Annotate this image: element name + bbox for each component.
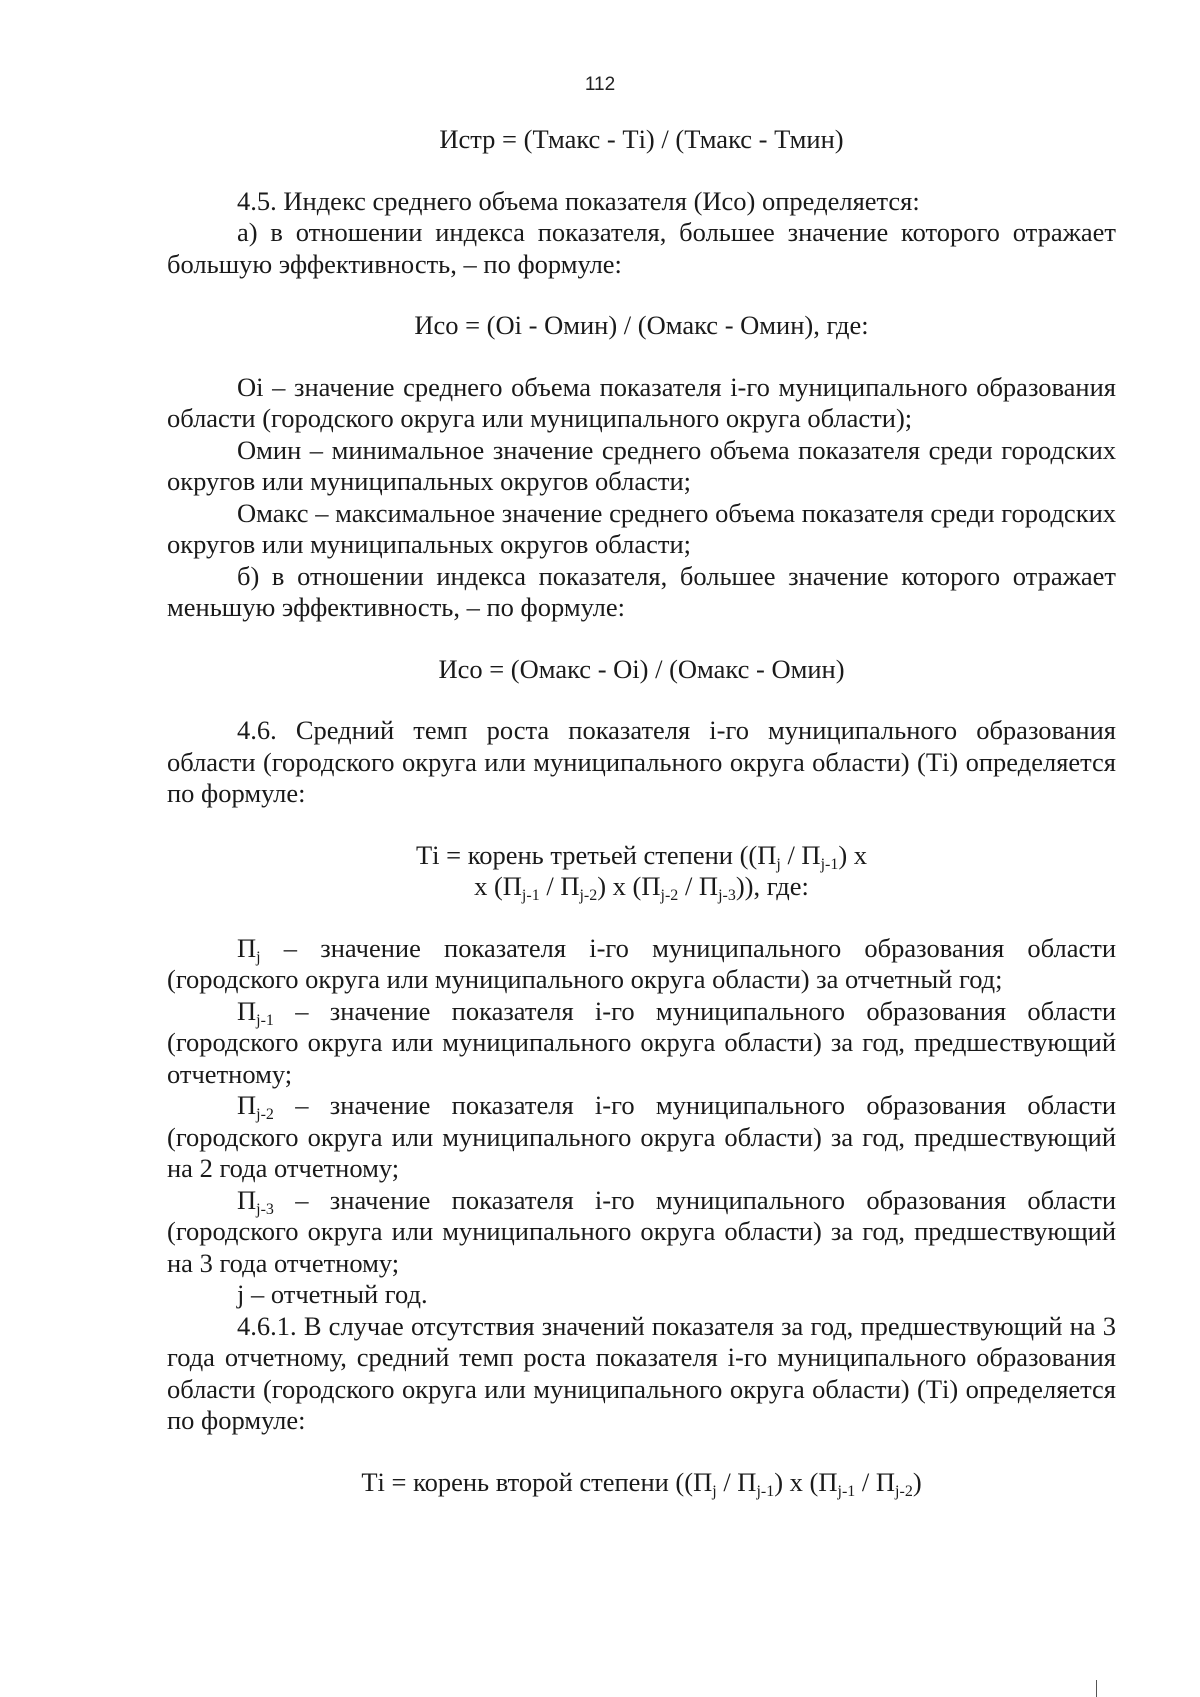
subscript-index: j-1 [756, 1482, 775, 1500]
subscript-index: j-3 [718, 887, 736, 904]
formula-line: Истр = (Тмакс - Тi) / (Тмакс - Тмин) [439, 124, 844, 154]
block-spacer [167, 685, 1116, 715]
subscript-index: j-1 [837, 1482, 856, 1500]
subscript-index: j-1 [820, 855, 839, 873]
text-run: ) x (П [774, 1466, 838, 1497]
paragraph: 4.6. Средний темп роста показателя i-го муниципального образования области (городского округа или муниципального округа области) (Тi) определяется по формуле: [167, 715, 1116, 808]
paragraph [167, 933, 1116, 996]
text-run: ) x [838, 839, 868, 870]
paragraph: Оi – значение среднего объема показателя i-го муниципального образования области (городского округа или муниципального округа области); [167, 371, 1116, 433]
block-spacer [167, 342, 1116, 372]
paragraph [167, 996, 1116, 1091]
text-run: / П [855, 1466, 896, 1497]
text-run: ) x (П [597, 871, 661, 901]
text-run: П [237, 932, 257, 963]
text-run: / П [780, 839, 821, 870]
subscript-index: j-2 [895, 1482, 913, 1500]
paragraph [167, 1090, 1116, 1185]
text-run: – значение показателя i-го муниципального образования области (городского округа или муниципального округа области) за отчетный год; [167, 932, 1116, 994]
block-spacer [167, 624, 1116, 654]
text-run: П [237, 1184, 257, 1215]
block-spacer [167, 903, 1116, 933]
text-run: / П [539, 871, 580, 901]
block-spacer [167, 1437, 1116, 1467]
text-run: / П [678, 871, 719, 901]
document-body [167, 124, 1116, 1498]
paragraph: 4.6.1. В случае отсутствия значений показателя за год, предшествующий на 3 года отчетному, средний темп роста показателя i-го муниципального образования области (городского округа или муниципального округа области) (Тi) определяется по формуле: [167, 1310, 1116, 1435]
subscript-index: j [712, 1482, 717, 1500]
block-spacer [167, 810, 1116, 840]
subscript-index: j-3 [256, 1200, 274, 1218]
text-run: П [237, 1090, 257, 1120]
formula-line: Исо = (Оi - Омин) / (Омакс - Омин), где: [414, 310, 869, 340]
paragraph: Омин – минимальное значение среднего объема показателя среди городских округов или муниципальных округов области; [167, 434, 1116, 496]
block-spacer [167, 156, 1116, 186]
paragraph: 4.5. Индекс среднего объема показателя (Исо) определяется: [237, 185, 920, 216]
formula-line [167, 1467, 1116, 1499]
text-run: – значение показателя i-го муниципального образования области (городского округа или муниципального округа области) за год, предшествующий на 3 года отчетному; [167, 1184, 1116, 1278]
text-run: )), где: [735, 871, 809, 901]
block-spacer [167, 280, 1116, 310]
paragraph: Омакс – максимальное значение среднего объема показателя среди городских округов или муниципальных округов области; [167, 497, 1116, 559]
page-number: 112 [584, 74, 616, 95]
paragraph: а) в отношении индекса показателя, большее значение которого отражает большую эффективность, – по формуле: [167, 217, 1116, 279]
paragraph: б) в отношении индекса показателя, большее значение которого отражает меньшую эффективность, – по формуле: [167, 560, 1116, 622]
subscript-index: j-1 [521, 887, 540, 904]
formula-line [167, 871, 1116, 903]
subscript-index: j-2 [256, 1106, 274, 1123]
text-run: x (П [474, 871, 522, 901]
scan-edge-mark [1096, 1680, 1097, 1697]
paragraph [167, 1185, 1116, 1280]
text-run: П [237, 995, 257, 1026]
formula-line [167, 840, 1116, 872]
text-run: – значение показателя i-го муниципального образования области (городского округа или муниципального округа области) за год, предшествующий отчетному; [167, 995, 1116, 1089]
subscript-index: j-2 [579, 887, 598, 904]
subscript-index: j-1 [256, 1011, 274, 1029]
text-run: Тi = корень второй степени ((П [361, 1466, 713, 1497]
text-run: – значение показателя i-го муниципального образования области (городского округа или муниципального округа области) за год, предшествующий на 2 года отчетному; [167, 1090, 1116, 1183]
subscript-index: j [776, 855, 781, 873]
formula-line: Исо = (Омакс - Оi) / (Омакс - Омин) [438, 653, 845, 684]
text-run: Тi = корень третьей степени ((П [415, 839, 777, 870]
text-run: ) [912, 1466, 922, 1497]
subscript-index: j [256, 948, 261, 966]
text-run: / П [716, 1466, 757, 1497]
paragraph: j – отчетный год. [237, 1279, 428, 1309]
subscript-index: j-2 [660, 887, 679, 904]
